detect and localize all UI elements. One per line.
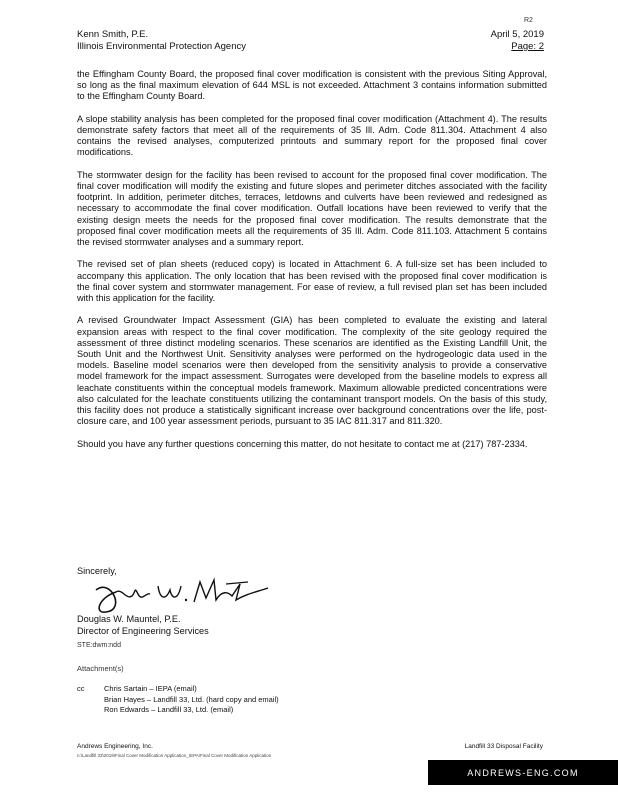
cc-label: cc (77, 684, 85, 693)
recipient-name: Kenn Smith, P.E. (77, 29, 149, 40)
document-revision-mark: R2 (524, 17, 533, 24)
footer-file-path: n:\Landfill 33\2019\Final Cover Modification Application_IEPA\Final Cover Modification Application (77, 753, 272, 758)
letter-date: April 5, 2019 (490, 29, 544, 40)
cc-list (104, 684, 279, 716)
cc-recipient: Ron Edwards – Landfill 33, Ltd. (email) (104, 705, 234, 714)
footer-company: Andrews Engineering, Inc. (77, 743, 153, 750)
paragraph-groundwater: A revised Groundwater Impact Assessment (GIA) has been completed to evaluate the existing and lateral expansion areas with respect to the final cover modification. The complexity of the site geology required the assessment of three distinct modeling scenarios. These scenarios are identified as the Existing Landfill Unit, the South Unit and the Northwest Unit. Sensitivity analyses were performed on the hydrogeologic data used in the models. Baseline model scenarios were then developed from the sensitivity analysis to provide a conservative model framework for the impact assessment. Surrogates were developed from the baseline models to express all leachate constituents within the conceptual models framework. Maximum allowable predicted concentrations were also calculated for the leachate constituents utilizing the contaminant transport models. On the basis of this study, this facility does not produce a statistically significant increase over background concentrations over the life, post-closure care, and 100 year assessment periods, pursuant to 35 IAC 811.317 and 811.320. (77, 315, 547, 427)
recipient-block (77, 29, 246, 53)
cc-recipient: Brian Hayes – Landfill 33, Ltd. (hard copy and email) (104, 694, 279, 704)
signer-block (77, 614, 209, 637)
paragraph-contact: Should you have any further questions concerning this matter, do not hesitate to contact me at (217) 787-2334. (77, 438, 528, 449)
paragraph-plan-sheets: The revised set of plan sheets (reduced copy) is located in Attachment 6. A full-size set has been included to accompany this application. The only location that has been revised with the proposed final cover modification is the final cover system and stormwater management. For ease of review, a full revised plan set has been included with this application for the facility. (77, 259, 547, 304)
handwritten-signature (86, 570, 276, 620)
closing-salutation: Sincerely, (77, 566, 117, 576)
date-block (491, 29, 544, 53)
page-number: Page: 2 (511, 41, 544, 52)
reference-initials: STE:dwm:ndd (77, 642, 121, 649)
letter-body (77, 69, 547, 461)
cc-recipient: Chris Sartain – IEPA (email) (104, 684, 197, 693)
paragraph-siting: the Effingham County Board, the proposed final cover modification is consistent with the previous Siting Approval, so long as the final maximum elevation of 644 MSL is not exceeded. Attachment 3 contains information submitted to the Effingham County Board. (77, 69, 547, 102)
paragraph-stormwater: The stormwater design for the facility has been revised to account for the proposed final cover modification. The final cover modification will modify the existing and future slopes and perimeter ditches associated with the facility footprint. In addition, perimeter ditches, terraces, letdowns and culverts have been reviewed and redesigned as necessary to accommodate the final cover modification. Outfall locations have been reviewed to verify that the existing design meets the needs for the proposed final cover modification. The results demonstrate that the proposed final cover modification meets all the requirements of 35 Ill. Adm. Code 811.103. Attachment 5 contains the revised stormwater analyses and a summary report. (77, 169, 547, 248)
footer-facility: Landfill 33 Disposal Facility (464, 743, 543, 750)
website-banner: ANDREWS-ENG.COM (428, 760, 618, 785)
recipient-agency: Illinois Environmental Protection Agency (77, 41, 246, 52)
paragraph-slope-stability: A slope stability analysis has been completed for the proposed final cover modification (Attachment 4). The results demonstrate safety factors that meet all of the requirements of 35 Ill. Adm. Code 811.304. Attachment 4 also contains the revised analyses, computerized printouts and summary report for the proposed final cover modifications. (77, 113, 547, 158)
signer-title: Director of Engineering Services (77, 625, 209, 636)
signer-name: Douglas W. Mauntel, P.E. (77, 614, 181, 624)
attachments-label: Attachment(s) (77, 664, 124, 673)
